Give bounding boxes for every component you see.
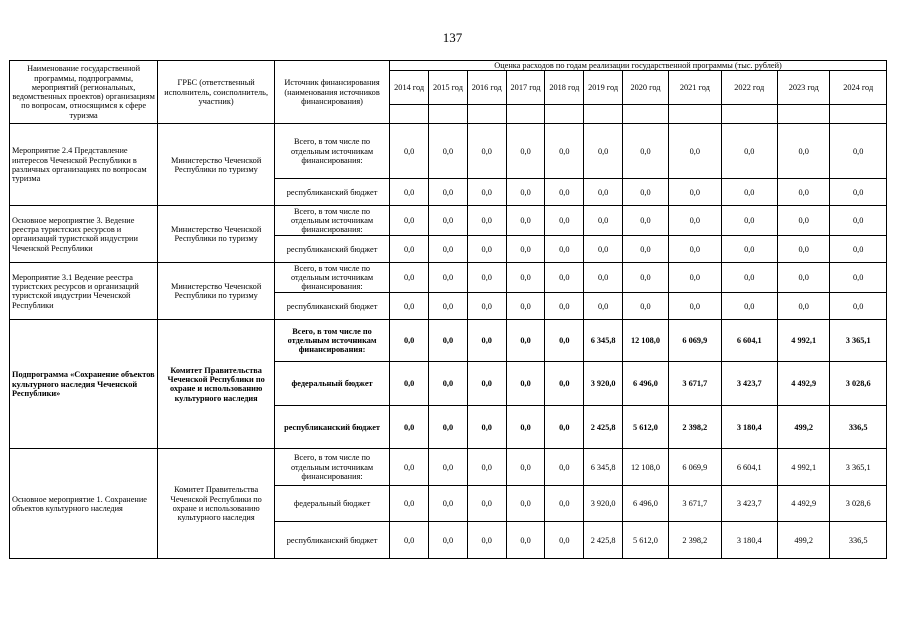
value-cell: 0,0 — [429, 486, 467, 522]
value-cell: 336,5 — [830, 406, 887, 449]
value-cell: 0,0 — [545, 522, 584, 559]
grbs-cell: Комитет Правительства Чеченской Республики по охране и использованию культурного наследия — [158, 449, 275, 559]
value-cell: 3 671,7 — [669, 486, 721, 522]
year-header: 2024 год — [830, 71, 887, 105]
program-name-cell: Основное мероприятие 1. Сохранение объектов культурного наследия — [10, 449, 158, 559]
value-cell: 0,0 — [622, 236, 668, 263]
grbs-cell: Министерство Чеченской Республики по туризму — [158, 263, 275, 320]
header-grbs-cell: ГРБС (ответственный исполнитель, соисполнитель, участник) — [158, 61, 275, 124]
value-cell: 0,0 — [429, 293, 467, 320]
value-cell: 2 425,8 — [584, 522, 622, 559]
funding-source-cell: Всего, в том числе по отдельным источникам финансирования: — [275, 206, 390, 236]
value-cell: 0,0 — [506, 522, 544, 559]
value-cell: 0,0 — [467, 486, 506, 522]
value-cell: 0,0 — [830, 293, 887, 320]
year-header: 2022 год — [721, 71, 777, 105]
value-cell: 0,0 — [584, 206, 622, 236]
value-cell: 0,0 — [390, 236, 429, 263]
value-cell: 3 920,0 — [584, 362, 622, 406]
value-cell: 0,0 — [467, 236, 506, 263]
year-header: 2015 год — [429, 71, 467, 105]
funding-source-cell: республиканский бюджет — [275, 406, 390, 449]
value-cell: 3 423,7 — [721, 362, 777, 406]
value-cell: 0,0 — [467, 406, 506, 449]
value-cell: 0,0 — [721, 206, 777, 236]
program-name-cell: Мероприятие 3.1 Ведение реестра туристских ресурсов и организаций туристской индустрии Чеченской Республики — [10, 263, 158, 320]
value-cell: 6 496,0 — [622, 486, 668, 522]
value-cell: 0,0 — [506, 263, 544, 293]
funding-source-cell: республиканский бюджет — [275, 179, 390, 206]
value-cell: 0,0 — [622, 263, 668, 293]
value-cell: 0,0 — [669, 179, 721, 206]
value-cell: 0,0 — [622, 179, 668, 206]
value-cell: 3 365,1 — [830, 449, 887, 486]
value-cell: 4 992,1 — [777, 320, 829, 362]
value-cell: 0,0 — [429, 179, 467, 206]
year-header: 2016 год — [467, 71, 506, 105]
header-estimate-cell: Оценка расходов по годам реализации государственной программы (тыс. рублей) — [390, 61, 887, 71]
value-cell: 0,0 — [506, 179, 544, 206]
value-cell: 0,0 — [390, 320, 429, 362]
value-cell: 0,0 — [545, 449, 584, 486]
value-cell: 4 992,1 — [777, 449, 829, 486]
value-cell: 0,0 — [830, 179, 887, 206]
value-cell: 0,0 — [506, 449, 544, 486]
program-name-cell: Основное мероприятие 3. Ведение реестра туристских ресурсов и организаций туристской индустрии Чеченской Республики — [10, 206, 158, 263]
value-cell: 0,0 — [669, 236, 721, 263]
value-cell: 0,0 — [429, 320, 467, 362]
empty-cell — [467, 105, 506, 124]
table-row — [10, 263, 887, 293]
value-cell: 0,0 — [545, 406, 584, 449]
value-cell: 6 069,9 — [669, 320, 721, 362]
value-cell: 2 398,2 — [669, 522, 721, 559]
value-cell: 3 920,0 — [584, 486, 622, 522]
value-cell: 0,0 — [721, 293, 777, 320]
empty-cell — [622, 105, 668, 124]
value-cell: 3 180,4 — [721, 522, 777, 559]
value-cell: 6 345,8 — [584, 449, 622, 486]
value-cell: 0,0 — [429, 236, 467, 263]
header-name-cell: Наименование государственной программы, подпрограммы, мероприятий (региональных, ведомственных проектов) организациям по вопросам, относящимся к сфере туризма — [10, 61, 158, 124]
value-cell: 0,0 — [721, 236, 777, 263]
empty-cell — [506, 105, 544, 124]
value-cell: 0,0 — [390, 522, 429, 559]
value-cell: 0,0 — [467, 320, 506, 362]
value-cell: 3 423,7 — [721, 486, 777, 522]
value-cell: 0,0 — [584, 263, 622, 293]
value-cell: 0,0 — [467, 124, 506, 179]
value-cell: 0,0 — [830, 236, 887, 263]
funding-source-cell: Всего, в том числе по отдельным источникам финансирования: — [275, 124, 390, 179]
value-cell: 2 398,2 — [669, 406, 721, 449]
value-cell: 0,0 — [506, 406, 544, 449]
year-header: 2017 год — [506, 71, 544, 105]
value-cell: 0,0 — [777, 124, 829, 179]
value-cell: 0,0 — [622, 293, 668, 320]
value-cell: 0,0 — [467, 449, 506, 486]
value-cell: 0,0 — [390, 263, 429, 293]
value-cell: 5 612,0 — [622, 522, 668, 559]
value-cell: 0,0 — [506, 293, 544, 320]
value-cell: 0,0 — [584, 236, 622, 263]
value-cell: 0,0 — [390, 179, 429, 206]
value-cell: 0,0 — [830, 263, 887, 293]
value-cell: 0,0 — [467, 206, 506, 236]
value-cell: 0,0 — [390, 362, 429, 406]
value-cell: 0,0 — [777, 179, 829, 206]
funding-source-cell: республиканский бюджет — [275, 293, 390, 320]
value-cell: 0,0 — [429, 406, 467, 449]
value-cell: 0,0 — [467, 362, 506, 406]
value-cell: 0,0 — [669, 124, 721, 179]
value-cell: 336,5 — [830, 522, 887, 559]
value-cell: 0,0 — [622, 124, 668, 179]
value-cell: 6 604,1 — [721, 320, 777, 362]
empty-cell — [669, 105, 721, 124]
table-row — [10, 320, 887, 362]
year-header: 2014 год — [390, 71, 429, 105]
value-cell: 0,0 — [390, 293, 429, 320]
empty-cell — [390, 105, 429, 124]
empty-cell — [777, 105, 829, 124]
table-row — [10, 124, 887, 179]
empty-cell — [584, 105, 622, 124]
value-cell: 499,2 — [777, 406, 829, 449]
value-cell: 0,0 — [429, 263, 467, 293]
value-cell: 0,0 — [467, 263, 506, 293]
value-cell: 3 365,1 — [830, 320, 887, 362]
funding-source-cell: республиканский бюджет — [275, 236, 390, 263]
value-cell: 0,0 — [506, 486, 544, 522]
value-cell: 0,0 — [390, 124, 429, 179]
value-cell: 0,0 — [669, 263, 721, 293]
value-cell: 0,0 — [545, 206, 584, 236]
value-cell: 5 612,0 — [622, 406, 668, 449]
value-cell: 0,0 — [777, 236, 829, 263]
value-cell: 12 108,0 — [622, 320, 668, 362]
value-cell: 0,0 — [506, 320, 544, 362]
value-cell: 6 496,0 — [622, 362, 668, 406]
value-cell: 0,0 — [390, 486, 429, 522]
value-cell: 4 492,9 — [777, 486, 829, 522]
budget-table — [9, 60, 887, 559]
value-cell: 0,0 — [545, 263, 584, 293]
value-cell: 0,0 — [506, 236, 544, 263]
table-row — [10, 206, 887, 236]
value-cell: 0,0 — [506, 362, 544, 406]
value-cell: 0,0 — [390, 206, 429, 236]
value-cell: 6 345,8 — [584, 320, 622, 362]
value-cell: 0,0 — [506, 124, 544, 179]
value-cell: 0,0 — [390, 449, 429, 486]
value-cell: 0,0 — [721, 263, 777, 293]
value-cell: 0,0 — [777, 293, 829, 320]
value-cell: 0,0 — [429, 522, 467, 559]
value-cell: 0,0 — [545, 236, 584, 263]
value-cell: 0,0 — [830, 124, 887, 179]
value-cell: 3 028,6 — [830, 486, 887, 522]
value-cell: 0,0 — [467, 522, 506, 559]
value-cell: 0,0 — [777, 206, 829, 236]
value-cell: 499,2 — [777, 522, 829, 559]
empty-cell — [545, 105, 584, 124]
value-cell: 0,0 — [429, 362, 467, 406]
value-cell: 0,0 — [429, 206, 467, 236]
value-cell: 0,0 — [777, 263, 829, 293]
value-cell: 0,0 — [467, 293, 506, 320]
funding-source-cell: республиканский бюджет — [275, 522, 390, 559]
value-cell: 0,0 — [584, 124, 622, 179]
value-cell: 6 069,9 — [669, 449, 721, 486]
year-header: 2018 год — [545, 71, 584, 105]
program-name-cell: Мероприятие 2.4 Представление интересов Чеченской Республики в различных организациях по вопросам туризма — [10, 124, 158, 206]
value-cell: 0,0 — [429, 449, 467, 486]
value-cell: 6 604,1 — [721, 449, 777, 486]
value-cell: 0,0 — [622, 206, 668, 236]
funding-source-cell: федеральный бюджет — [275, 362, 390, 406]
value-cell: 4 492,9 — [777, 362, 829, 406]
table-row — [10, 449, 887, 486]
value-cell: 0,0 — [545, 486, 584, 522]
empty-cell — [721, 105, 777, 124]
value-cell: 0,0 — [830, 206, 887, 236]
value-cell: 0,0 — [584, 293, 622, 320]
funding-source-cell: федеральный бюджет — [275, 486, 390, 522]
year-header: 2023 год — [777, 71, 829, 105]
year-header: 2021 год — [669, 71, 721, 105]
empty-cell — [429, 105, 467, 124]
value-cell: 12 108,0 — [622, 449, 668, 486]
funding-source-cell: Всего, в том числе по отдельным источникам финансирования: — [275, 449, 390, 486]
value-cell: 3 671,7 — [669, 362, 721, 406]
value-cell: 0,0 — [506, 206, 544, 236]
value-cell: 0,0 — [545, 179, 584, 206]
grbs-cell: Министерство Чеченской Республики по туризму — [158, 124, 275, 206]
value-cell: 0,0 — [390, 406, 429, 449]
value-cell: 0,0 — [721, 179, 777, 206]
value-cell: 0,0 — [669, 206, 721, 236]
value-cell: 0,0 — [429, 124, 467, 179]
value-cell: 0,0 — [669, 293, 721, 320]
value-cell: 0,0 — [545, 124, 584, 179]
value-cell: 0,0 — [545, 293, 584, 320]
program-name-cell: Подпрограмма «Сохранение объектов культурного наследия Чеченской Республики» — [10, 320, 158, 449]
value-cell: 2 425,8 — [584, 406, 622, 449]
value-cell: 3 028,6 — [830, 362, 887, 406]
value-cell: 0,0 — [467, 179, 506, 206]
empty-cell — [830, 105, 887, 124]
value-cell: 0,0 — [584, 179, 622, 206]
year-header: 2020 год — [622, 71, 668, 105]
grbs-cell: Комитет Правительства Чеченской Республики по охране и использованию культурного наследия — [158, 320, 275, 449]
value-cell: 0,0 — [545, 362, 584, 406]
value-cell: 0,0 — [721, 124, 777, 179]
funding-source-cell: Всего, в том числе по отдельным источникам финансирования: — [275, 320, 390, 362]
value-cell: 0,0 — [545, 320, 584, 362]
page-number: 137 — [442, 30, 463, 45]
year-header: 2019 год — [584, 71, 622, 105]
header-source-cell: Источник финансирования (наименования источников финансирования) — [275, 61, 390, 124]
grbs-cell: Министерство Чеченской Республики по туризму — [158, 206, 275, 263]
funding-source-cell: Всего, в том числе по отдельным источникам финансирования: — [275, 263, 390, 293]
value-cell: 3 180,4 — [721, 406, 777, 449]
